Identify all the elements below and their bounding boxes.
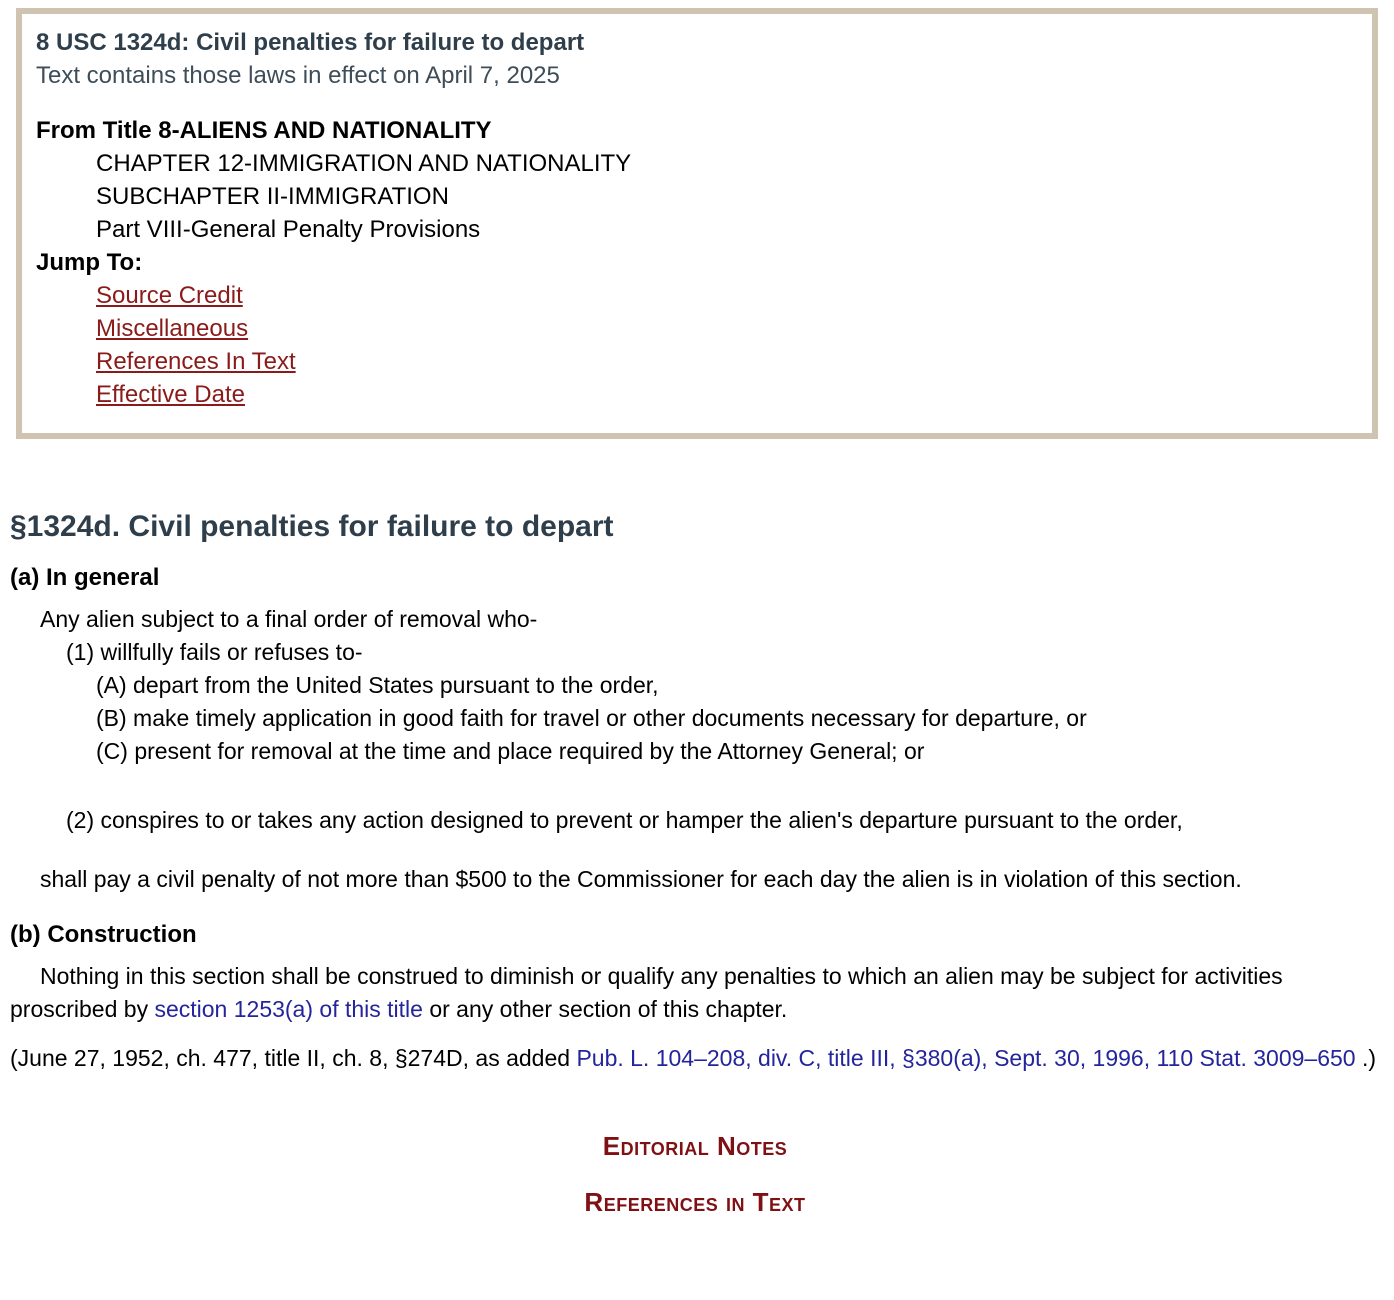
statute-body — [10, 509, 1380, 1217]
from-title-line: From Title 8-ALIENS AND NATIONALITY — [36, 117, 492, 144]
currency-note: Text contains those laws in effect on April 7, 2025 — [36, 62, 560, 89]
paragraph-item-2: (2) conspires to or takes any action designed to prevent or hamper the alien's departure pursuant to the order, — [66, 807, 1183, 833]
paragraph-item-1: (1) willfully fails or refuses to- — [66, 639, 363, 665]
hierarchy-part: Part VIII-General Penalty Provisions — [96, 216, 481, 243]
editorial-notes-heading: Editorial Notes — [602, 1131, 788, 1161]
jump-link-row — [96, 345, 1354, 378]
subsection-b-heading: (b) Construction — [10, 921, 197, 948]
credit-text-after: .) — [1361, 1045, 1377, 1071]
section-1253a-link[interactable]: section 1253(a) of this title — [154, 996, 423, 1022]
paragraph-item-1B: (B) make timely application in good faith for travel or other documents necessary for departure, or — [96, 705, 1087, 731]
construction-text-before: Nothing in this section shall be construed to diminish or qualify any penalties to which an alien may be subject for activities proscribed by — [10, 963, 1283, 1022]
source-credit-line — [10, 1042, 1380, 1075]
jump-link-references-in-text[interactable]: References In Text — [96, 348, 296, 375]
jump-link-source-credit[interactable]: Source Credit — [96, 282, 243, 309]
paragraph-item-1A: (A) depart from the United States pursuant to the order, — [96, 672, 659, 698]
jump-link-effective-date[interactable]: Effective Date — [96, 381, 245, 408]
jump-link-miscellaneous[interactable]: Miscellaneous — [96, 315, 249, 342]
page-title: 8 USC 1324d: Civil penalties for failure to depart — [36, 29, 585, 56]
references-in-text-heading: References in Text — [584, 1187, 806, 1217]
paragraph-closing: shall pay a civil penalty of not more than $500 to the Commissioner for each day the alien is in violation of this section. — [40, 866, 1242, 892]
hierarchy-chapter: CHAPTER 12-IMMIGRATION AND NATIONALITY — [96, 150, 632, 177]
paragraph-construction — [10, 960, 1380, 1026]
hierarchy-subchapter: SUBCHAPTER II-IMMIGRATION — [96, 183, 449, 210]
section-heading: §1324d. Civil penalties for failure to depart — [10, 510, 614, 543]
public-law-link[interactable]: Pub. L. 104–208, div. C, title III, §380(a), Sept. 30, 1996, 110 Stat. 3009–650 — [576, 1045, 1362, 1071]
construction-text-after: or any other section of this chapter. — [422, 996, 788, 1022]
jump-link-row — [96, 312, 1354, 345]
section-summary-box — [16, 8, 1378, 439]
jump-to-label: Jump To: — [36, 249, 143, 276]
subsection-a-heading: (a) In general — [10, 564, 160, 591]
jump-link-row — [96, 279, 1354, 312]
jump-links — [96, 279, 1354, 411]
jump-link-row — [96, 378, 1354, 411]
credit-text-before: (June 27, 1952, ch. 477, title II, ch. 8, §274D, as added — [10, 1045, 577, 1071]
paragraph-intro: Any alien subject to a final order of removal who- — [40, 606, 538, 632]
paragraph-item-1C: (C) present for removal at the time and place required by the Attorney General; or — [96, 738, 925, 764]
